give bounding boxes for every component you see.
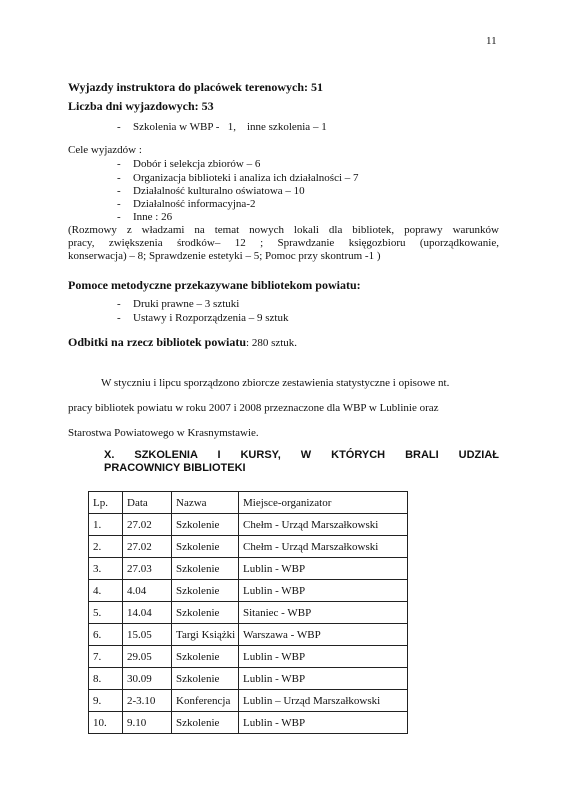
header-cell-date: Data: [123, 492, 172, 514]
goals-item: [117, 172, 359, 184]
table-cell: Szkolenie: [172, 712, 239, 734]
goals-item-text: Inne : 26: [133, 211, 173, 223]
table-cell: 27.03: [123, 558, 172, 580]
aids-item: [117, 312, 288, 324]
dash-bullet: -: [117, 198, 121, 210]
dash-bullet: -: [117, 172, 121, 184]
table-cell: 15.05: [123, 624, 172, 646]
table-cell: 2.: [89, 536, 123, 558]
table-cell: Chełm - Urząd Marszałkowski: [239, 536, 408, 558]
goals-item-text: Działalność kulturalno oświatowa – 10: [133, 185, 305, 197]
table-cell: 27.02: [123, 514, 172, 536]
dash-bullet: -: [117, 121, 121, 133]
paragraph-line: Starostwa Powiatowego w Krasnymstawie.: [68, 427, 259, 439]
table-row: [89, 668, 408, 690]
table-cell: 14.04: [123, 602, 172, 624]
aids-item-text: Ustawy i Rozporządzenia – 9 sztuk: [133, 312, 289, 324]
paragraph-line: W styczniu i lipcu sporządzono zbiorcze zestawienia statystyczne i opisowe nt.: [101, 377, 450, 389]
table-cell: 9.: [89, 690, 123, 712]
table-cell: Targi Książki: [172, 624, 239, 646]
page-number: 11: [486, 35, 497, 47]
table-cell: Lublin – Urząd Marszałkowski: [239, 690, 408, 712]
prints-line: [68, 335, 297, 350]
aids-item: [117, 298, 239, 310]
table-cell: Lublin - WBP: [239, 580, 408, 602]
table-cell: Warszawa - WBP: [239, 624, 408, 646]
table-cell: Szkolenie: [172, 558, 239, 580]
goals-item-text: Dobór i selekcja zbiorów – 6: [133, 158, 261, 170]
goals-item: [117, 211, 172, 223]
trip-days-heading: Liczba dni wyjazdowych: 53: [68, 99, 214, 113]
section-title-line: X. SZKOLENIA I KURSY, W KTÓRYCH BRALI UDZIAŁ: [104, 449, 499, 461]
table-row: [89, 580, 408, 602]
table-cell: 29.05: [123, 646, 172, 668]
header-cell-place: Miejsce-organizator: [239, 492, 408, 514]
table-cell: Konferencja: [172, 690, 239, 712]
table-row: [89, 646, 408, 668]
table-cell: 4.04: [123, 580, 172, 602]
trips-sub-item: [117, 121, 327, 133]
goals-note-line: pracy, zwiększenia środków– 12 ; Sprawdzanie księgozbioru (uporządkowanie,: [68, 237, 499, 249]
table-cell: 6.: [89, 624, 123, 646]
table-cell: Chełm - Urząd Marszałkowski: [239, 514, 408, 536]
dash-bullet: -: [117, 185, 121, 197]
prints-label: Odbitki na rzecz bibliotek powiatu: [68, 335, 247, 349]
section-title: [104, 449, 499, 475]
table-cell: 5.: [89, 602, 123, 624]
table-cell: Szkolenie: [172, 646, 239, 668]
dash-bullet: -: [117, 298, 121, 310]
table-cell: Szkolenie: [172, 536, 239, 558]
table-cell: Lublin - WBP: [239, 646, 408, 668]
table-row: [89, 624, 408, 646]
table-cell: Lublin - WBP: [239, 668, 408, 690]
goals-note-line: konserwacja) – 8; Sprawdzenie estetyki – 5; Pomoc przy skontrum -1 ): [68, 250, 381, 262]
header-cell-lp: Lp.: [89, 492, 123, 514]
trips-sub-item-text: Szkolenia w WBP - 1, inne szkolenia – 1: [133, 121, 327, 133]
table-cell: 27.02: [123, 536, 172, 558]
aids-heading: Pomoce metodyczne przekazywane bibliotekom powiatu:: [68, 278, 361, 292]
section-title-line: PRACOWNICY BIBLIOTEKI: [104, 462, 246, 474]
table-cell: 30.09: [123, 668, 172, 690]
dash-bullet: -: [117, 158, 121, 170]
table-header-row: [89, 492, 408, 514]
goals-item: [117, 185, 305, 197]
table-cell: 10.: [89, 712, 123, 734]
table-cell: 3.: [89, 558, 123, 580]
goals-note-line: (Rozmowy z władzami na temat nowych lokali dla bibliotek, poprawy warunków: [68, 224, 499, 236]
goals-item: [117, 158, 260, 170]
dash-bullet: -: [117, 312, 121, 324]
table-cell: 7.: [89, 646, 123, 668]
trips-heading: Wyjazdy instruktora do placówek terenowych: 51: [68, 80, 323, 94]
table-cell: 1.: [89, 514, 123, 536]
goals-item: [117, 198, 255, 210]
table-row: [89, 602, 408, 624]
table-cell: Lublin - WBP: [239, 712, 408, 734]
table-cell: Lublin - WBP: [239, 558, 408, 580]
table-cell: 8.: [89, 668, 123, 690]
table-cell: Szkolenie: [172, 602, 239, 624]
goals-label: Cele wyjazdów :: [68, 144, 142, 156]
header-cell-name: Nazwa: [172, 492, 239, 514]
table-cell: Szkolenie: [172, 580, 239, 602]
trainings-table: [88, 491, 408, 734]
prints-value: : 280 sztuk.: [246, 337, 298, 349]
aids-item-text: Druki prawne – 3 sztuki: [133, 298, 240, 310]
goals-note: [68, 224, 499, 263]
table-cell: Szkolenie: [172, 514, 239, 536]
goals-item-text: Działalność informacyjna-2: [133, 198, 256, 210]
summary-paragraph: [68, 371, 508, 446]
table-cell: Sitaniec - WBP: [239, 602, 408, 624]
table-row: [89, 536, 408, 558]
table-row: [89, 712, 408, 734]
table-cell: Szkolenie: [172, 668, 239, 690]
table-cell: 4.: [89, 580, 123, 602]
paragraph-line: pracy bibliotek powiatu w roku 2007 i 2008 przeznaczone dla WBP w Lublinie oraz: [68, 402, 439, 414]
table-row: [89, 514, 408, 536]
table-row: [89, 690, 408, 712]
table-cell: 2-3.10: [123, 690, 172, 712]
goals-item-text: Organizacja biblioteki i analiza ich działalności – 7: [133, 172, 359, 184]
table-cell: 9.10: [123, 712, 172, 734]
dash-bullet: -: [117, 211, 121, 223]
table-row: [89, 558, 408, 580]
